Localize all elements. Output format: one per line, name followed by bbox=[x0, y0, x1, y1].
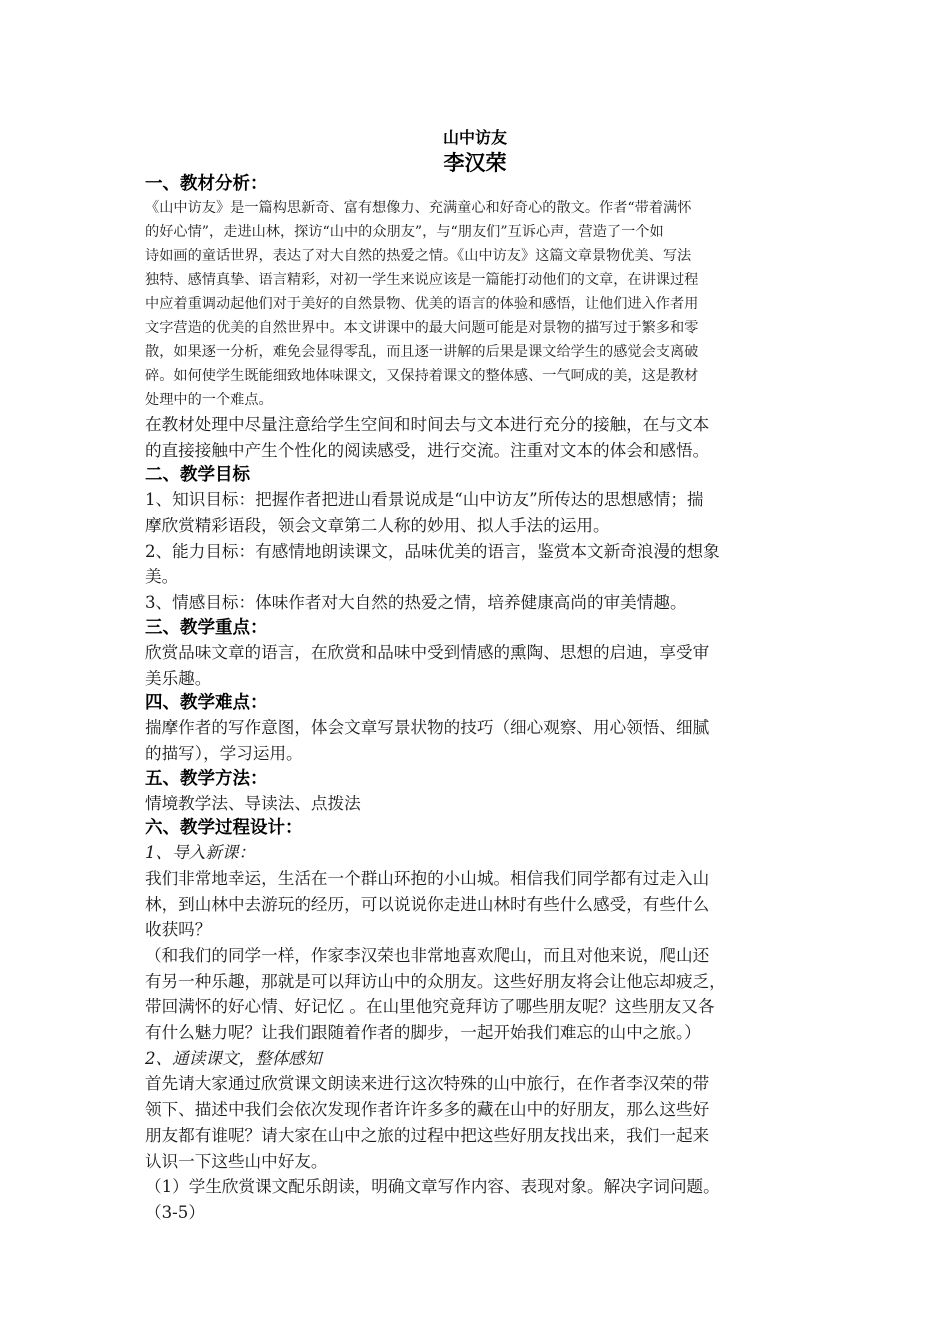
text-line: 文字营造的优美的自然世界中。本文讲课中的最大问题可能是对景物的描写过于繁多和零 bbox=[145, 320, 699, 336]
text-line: 带回满怀的好心情、好记忆 。在山里他究竟拜访了哪些朋友呢？这些朋友又各 bbox=[145, 997, 715, 1017]
section-heading-process: 六、教学过程设计： bbox=[145, 818, 303, 839]
section-heading-methods: 五、教学方法： bbox=[145, 768, 268, 789]
analysis-paragraph bbox=[145, 196, 810, 412]
text-line: 欣赏品味文章的语言，在欣赏和品味中受到情感的熏陶、思想的启迪，享受审 bbox=[145, 642, 710, 662]
text-line: 林，到山林中去游玩的经历，可以说说你走进山林时有些什么感受，有些什么 bbox=[145, 894, 710, 914]
text-line: 处理中的一个难点。 bbox=[145, 392, 273, 408]
subheading-intro bbox=[145, 840, 810, 866]
text-line: 摩欣赏精彩语段，领会文章第二人称的妙用、拟人手法的运用。 bbox=[145, 516, 610, 536]
text-line: 独特、感情真挚、语言精彩，对初一学生来说应该是一篇能打动他们的文章，在讲课过程 bbox=[145, 272, 699, 288]
text-line: 中应着重调动起他们对于美好的自然景物、优美的语言的体验和感悟，让他们进入作者用 bbox=[145, 296, 699, 312]
text-line: 的好心情”，走进山林，探访“山中的众朋友”，与“朋友们”互诉心声，营造了一个如 bbox=[145, 224, 664, 240]
section-heading-difficulty: 四、教学难点： bbox=[145, 693, 268, 714]
analysis-paragraph-2 bbox=[145, 412, 810, 463]
text-line: 有什么魅力呢？让我们跟随着作者的脚步，一起开始我们难忘的山中之旅。） bbox=[145, 1023, 701, 1043]
subheading-reading bbox=[145, 1046, 810, 1072]
section-heading-goals: 二、教学目标 bbox=[145, 465, 250, 486]
text-line: 在教材处理中尽量注意给学生空间和时间去与文本进行充分的接触，在与文本 bbox=[145, 415, 710, 434]
text-line: 的描写），学习运用。 bbox=[145, 743, 303, 763]
text-line: 朋友都有谁呢？请大家在山中之旅的过程中把这些好朋友找出来，我们一起来 bbox=[145, 1125, 710, 1145]
reading-paragraph bbox=[145, 1071, 810, 1225]
text-line: 情境教学法、导读法、点拨法 bbox=[145, 793, 361, 813]
text-line: 领下、描述中我们会依次发现作者许许多多的藏在山中的好朋友，那么这些好 bbox=[145, 1100, 710, 1120]
document-body bbox=[145, 172, 810, 1226]
methods-paragraph bbox=[145, 791, 810, 817]
text-line: 散，如果逐一分析，难免会显得零乱，而且逐一讲解的后果是课文给学生的感觉会支离破 bbox=[145, 344, 699, 360]
text-line: 收获吗？ bbox=[145, 920, 212, 940]
document-author: 李汉荣 bbox=[443, 151, 507, 175]
text-line: 1、知识目标：把握作者把进山看景说成是“山中访友”所传达的思想感情；揣 bbox=[145, 490, 704, 510]
text-line: 美。 bbox=[145, 567, 179, 587]
text-line: 的直接接触中产生个性化的阅读感受，进行交流。注重对文本的体会和感悟。 bbox=[145, 440, 710, 460]
goals-list bbox=[145, 487, 810, 615]
text-line: 2、通读课文，整体感知 bbox=[145, 1048, 322, 1068]
intro-paragraph bbox=[145, 866, 810, 1046]
focus-paragraph bbox=[145, 640, 810, 691]
text-line: 碎。如何使学生既能细致地体味课文，又保持着课文的整体感、一气呵成的美，这是教材 bbox=[145, 368, 699, 384]
document-title: 山中访友 bbox=[442, 128, 507, 147]
section-heading-focus: 三、教学重点： bbox=[145, 617, 268, 638]
text-line: （3-5） bbox=[145, 1202, 205, 1222]
text-line: 我们非常地幸运，生活在一个群山环抱的小山城。相信我们同学都有过走入山 bbox=[145, 868, 710, 888]
text-line: 美乐趣。 bbox=[145, 668, 212, 688]
text-line: 认识一下这些山中好友。 bbox=[145, 1151, 328, 1171]
text-line: 首先请大家通过欣赏课文朗读来进行这次特殊的山中旅行，在作者李汉荣的带 bbox=[145, 1074, 710, 1094]
text-line: 《山中访友》是一篇构思新奇、富有想像力、充满童心和好奇心的散文。作者“带着满怀 bbox=[145, 200, 692, 216]
text-line: 有另一种乐趣，那就是可以拜访山中的众朋友。这些好朋友将会让他忘却疲乏， bbox=[145, 971, 726, 991]
text-line: （1）学生欣赏课文配乐朗读，明确文章写作内容、表现对象。解决字词问题。 bbox=[145, 1177, 720, 1197]
text-line: 诗如画的童话世界，表达了对大自然的热爱之情。《山中访友》这篇文章景物优美、写法 bbox=[145, 248, 692, 264]
section-heading-analysis: 一、教材分析： bbox=[145, 174, 268, 194]
difficulty-paragraph bbox=[145, 715, 810, 766]
text-line: 揣摩作者的写作意图，体会文章写景状物的技巧（细心观察、用心领悟、细腻 bbox=[145, 718, 710, 738]
text-line: 2、能力目标：有感情地朗读课文，品味优美的语言，鉴赏本文新奇浪漫的想象 bbox=[145, 541, 720, 561]
text-line: 1、导入新课： bbox=[145, 843, 256, 863]
text-line: 3、情感目标：体味作者对大自然的热爱之情，培养健康高尚的审美情趣。 bbox=[145, 593, 687, 613]
text-line: （和我们的同学一样，作家李汉荣也非常地喜欢爬山，而且对他来说，爬山还 bbox=[145, 946, 710, 965]
